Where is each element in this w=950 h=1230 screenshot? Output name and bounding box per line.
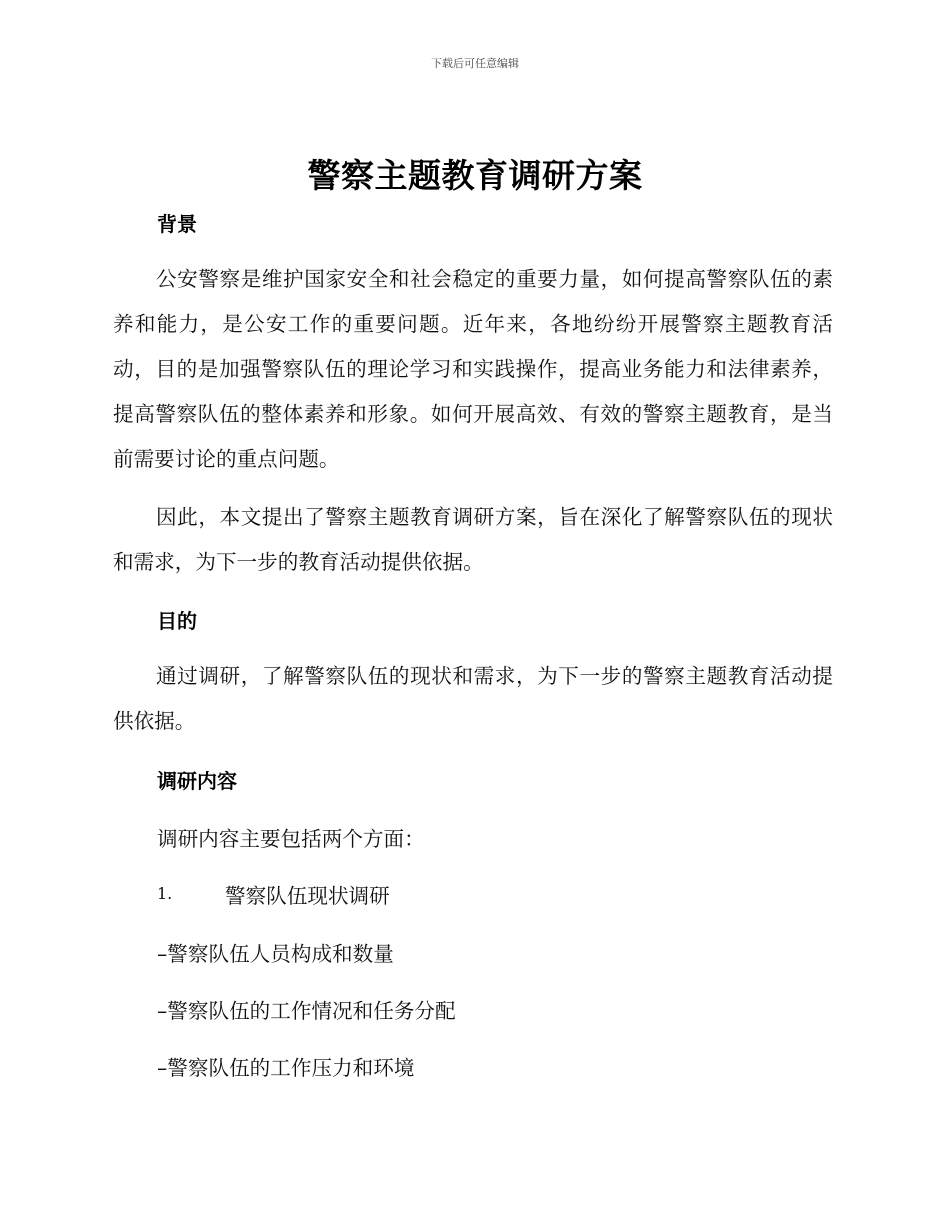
content-intro: 调研内容主要包括两个方面： — [157, 827, 425, 851]
paragraph-background-2: 因此，本文提出了警察主题教育调研方案，旨在深化了解警察队伍的现状和需求，为下一步的教育活动提供依据。 — [113, 505, 833, 574]
list-item-number: 1. — [157, 884, 173, 903]
bullet-item: –警察队伍的工作压力和环境 — [157, 1056, 415, 1080]
heading-purpose: 目的 — [157, 609, 197, 633]
heading-background: 背景 — [157, 212, 197, 236]
heading-content: 调研内容 — [157, 769, 237, 793]
paragraph-purpose: 通过调研，了解警察队伍的现状和需求，为下一步的警察主题教育活动提供依据。 — [113, 664, 833, 733]
document-title: 警察主题教育调研方案 — [307, 156, 643, 195]
bullet-item: –警察队伍人员构成和数量 — [157, 942, 394, 966]
bullet-item: –警察队伍的工作情况和任务分配 — [157, 999, 456, 1023]
list-item-text: 警察队伍现状调研 — [225, 884, 390, 908]
paragraph-background-1: 公安警察是维护国家安全和社会稳定的重要力量，如何提高警察队伍的素养和能力，是公安工作的重要问题。近年来，各地纷纷开展警察主题教育活动，目的是加强警察队伍的理论学习和实践操作，提高业务能力和法律素养，提高警察队伍的整体素养和形象。如何开展高效、有效的警察主题教育，是当前需要讨论的重点问题。 — [113, 267, 833, 471]
header-note: 下载后可任意编辑 — [431, 57, 519, 70]
